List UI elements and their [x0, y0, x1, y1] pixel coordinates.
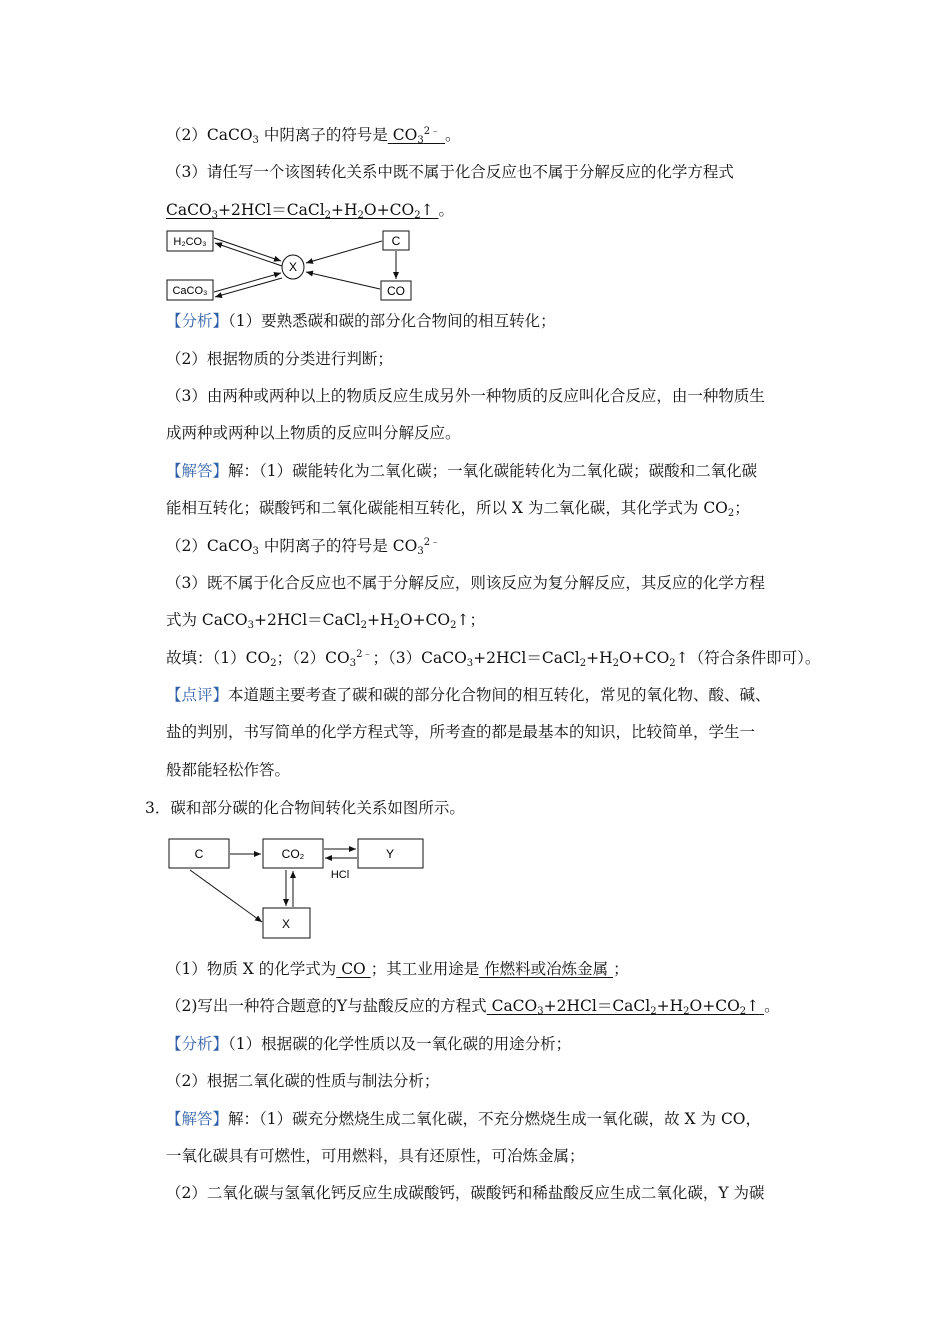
- solution-1-line-5: 式为 $CaCO_3+2HCl=CaCl_2+H_2O+CO_2↑$；: [166, 611, 485, 631]
- comment-1-line-3: 般都能轻松作答。: [166, 761, 291, 779]
- carbon-conversion-diagram-1: [160, 225, 420, 305]
- solution-2-line-1: 【解答】解：（1）碳充分燃烧生成二氧化碳，不充分燃烧生成一氧化碳，故 X 为 CO，: [166, 1110, 762, 1128]
- svg-text:X: X: [281, 917, 291, 931]
- comment-1-line-2: 盐的判别，书写简单的化学方程式等，所考查的都是最基本的知识，比较简单，学生一: [166, 723, 756, 741]
- analysis-2-line-1: 【分析】（1）根据碳的化学性质以及一氧化碳的用途分析；: [166, 1035, 572, 1053]
- carbon-conversion-diagram-2: [160, 832, 440, 947]
- q3-part-1: （1）物质 X 的化学式为 CO ；其工业用途是 作燃料或冶炼金属 ；: [166, 960, 629, 978]
- q2-answer-line: （2）CaCO$_3$ 中阴离子的符号是 $CO_3^{2﹣}$ 。: [166, 126, 461, 146]
- analysis-1-line-2: （2）根据物质的分类进行判断；: [166, 350, 393, 368]
- q3-part-2: （2)写出一种符合题意的Y与盐酸反应的方程式 $CaCO_3+2HCl=CaCl_2+H_2O+CO_2↑$ 。: [166, 997, 780, 1017]
- svg-text:CaCO₃: CaCO₃: [172, 285, 208, 297]
- solution-2-line-3: （2）二氧化碳与氢氧化钙反应生成碳酸钙，碳酸钙和稀盐酸反应生成二氧化碳，Y 为碳: [166, 1184, 765, 1202]
- solution-tag: 【解答】: [166, 462, 229, 480]
- svg-text:HCl: HCl: [330, 869, 350, 881]
- solution-1-fill-answers: 故填：$(1)CO_2$；$(2)CO_3^{2﹣}$；$(3)CaCO_3+2HCl=CaCl_2+H_2O+CO_2↑$（符合条件即可）。: [166, 649, 821, 669]
- comment-1-line-1: 【点评】本道题主要考查了碳和碳的部分化合物间的相互转化，常见的氧化物、酸、碱、: [166, 686, 771, 704]
- analysis-1-line-1: 【分析】（1）要熟悉碳和碳的部分化合物间的相互转化；: [166, 312, 556, 330]
- solution-1-line-3: （2）CaCO$_3$ 中阴离子的符号是 $CO_3^{2﹣}$: [166, 537, 441, 557]
- analysis-2-line-2: （2）根据二氧化碳的性质与制法分析；: [166, 1072, 440, 1090]
- comment-tag: 【点评】: [166, 686, 229, 704]
- q3-question-line: （3）请任写一个该图转化关系中既不属于化合反应也不属于分解反应的化学方程式: [166, 163, 734, 181]
- svg-text:Y: Y: [385, 847, 395, 861]
- solution-2-line-2: 一氧化碳具有可燃性，可用燃料，具有还原性，可冶炼金属；: [166, 1147, 585, 1165]
- svg-text:H₂CO₃: H₂CO₃: [173, 236, 207, 248]
- svg-text:C: C: [391, 234, 401, 248]
- q3-answer-equation: $CaCO_3+2HCl=CaCl_2+H_2O+CO_2↑$ 。: [166, 201, 455, 221]
- svg-text:CO: CO: [387, 284, 405, 298]
- solution-1-line-2: 能相互转化；碳酸钙和二氧化碳能相互转化，所以 X 为二氧化碳，其化学式为 $CO_2$；: [166, 499, 750, 519]
- svg-text:X: X: [288, 260, 298, 274]
- analysis-tag: 【分析】: [166, 312, 229, 330]
- solution-1-line-4: （3）既不属于化合反应也不属于分解反应，则该反应为复分解反应，其反应的化学方程: [166, 574, 765, 592]
- analysis-1-line-3: （3）由两种或两种以上的物质反应生成另外一种物质的反应叫化合反应，由一种物质生: [166, 387, 765, 405]
- solution-1-line-1: 【解答】解：（1）碳能转化为二氧化碳；一氧化碳能转化为二氧化碳；碳酸和二氧化碳: [166, 462, 758, 480]
- svg-text:C: C: [194, 847, 204, 861]
- svg-text:CO₂: CO₂: [281, 847, 305, 861]
- analysis-1-line-4: 成两种或两种以上物质的反应叫分解反应。: [166, 424, 461, 442]
- question-3-title: 3．碳和部分碳的化合物间转化关系如图所示。: [145, 799, 465, 817]
